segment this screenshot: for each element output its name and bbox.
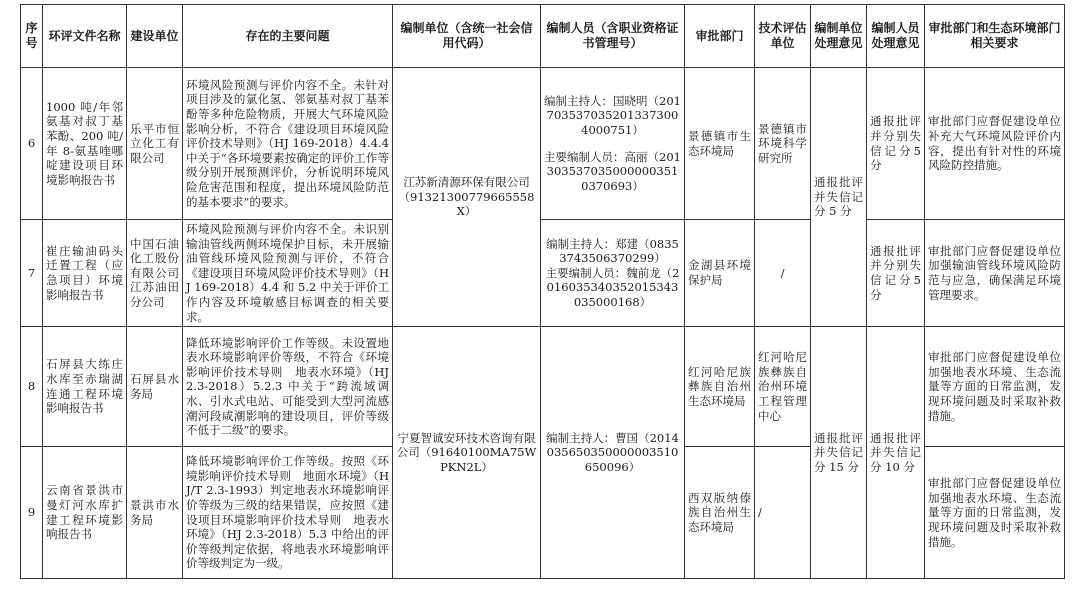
header-tech: 技术评估单位 — [755, 5, 811, 68]
row-problem: 降低环境影响评价工作等级。未设置地表水环境影响评价等级，不符合《环境影响评价技术导则 地表水环境》（HJ 2.3-2018）5.2.3 中关于“跨流域调水、引水式电站、可能受到大型河流感潮河段咸潮影响的建设项目，评价等级不低于二级”的要求。 — [183, 327, 393, 447]
table-row — [21, 220, 1065, 327]
row-req: 审批部门应督促建设单位补充大气环境风险评价内容，提出有针对性的环境风险防控措施。 — [925, 68, 1065, 220]
row-seq: 9 — [21, 447, 43, 579]
header-row — [21, 5, 1065, 68]
row-problem: 环境风险预测与评价内容不全。未识别输油管线两侧环境保护目标，未开展输油管线环境风险预测与评价，不符合《建设项目环境风险评价技术导则》（HJ 169-2018）4.4 和 5.2 中关于评价工作内容及环境敏感目标调查的相关要求。 — [183, 220, 393, 327]
row-org-opinion: 通报批评并失信记分 5 分 — [811, 68, 867, 327]
person-host: 编制主持人：郑建（08353743506370299） — [546, 236, 679, 266]
notice-table — [20, 4, 1065, 579]
row-person — [541, 68, 685, 220]
row-person-opinion: 通报批评并分别失信记分5分 — [867, 220, 925, 327]
row-tech: / — [755, 220, 811, 327]
row-seq: 6 — [21, 68, 43, 220]
row-seq: 8 — [21, 327, 43, 447]
header-unit: 建设单位 — [127, 5, 183, 68]
row-person: 编制主持人：曹国（2014035650350000003510650096） — [541, 327, 685, 579]
table-row — [21, 327, 1065, 447]
header-org: 编制单位（含统一社会信用代码） — [393, 5, 541, 68]
row-file: 云南省景洪市曼灯河水库扩建工程环境影响报告书 — [43, 447, 127, 579]
row-person — [541, 220, 685, 327]
row-tech: 红河哈尼族彝族自治州环境工程管理中心 — [755, 327, 811, 447]
header-dept: 审批部门 — [685, 5, 755, 68]
row-file: 石屏县大练庄水库至赤瑞湖连通工程环境影响报告书 — [43, 327, 127, 447]
row-dept: 西双版纳傣族自治州生态环境局 — [685, 447, 755, 579]
row-tech: 景德镇市环境科学研究所 — [755, 68, 811, 220]
row-tech: / — [755, 447, 811, 579]
row-dept: 红河哈尼族彝族自治州生态环境局 — [685, 327, 755, 447]
row-org: 江苏新清源环保有限公司（91321300779665558X） — [393, 68, 541, 327]
header-file: 环评文件名称 — [43, 5, 127, 68]
person-host: 编制主持人：国晓明（2017035370352013373004000751） — [544, 93, 681, 137]
row-file: 1000 吨/年邻氨基对叔丁基苯酚、200 吨/年 8-氨基喹哪啶建设项目环境影响报告书 — [43, 68, 127, 220]
header-person: 编制人员（含职业资格证书管理号） — [541, 5, 685, 68]
row-req: 审批部门应督促建设单位加强输油管线环境风险防范与应急，确保满足环境管理要求。 — [925, 220, 1065, 327]
row-problem: 环境风险预测与评价内容不全。未针对项目涉及的氯化氢、邻氨基对叔丁基苯酚等多种危险物质，开展大气环境风险影响分析，不符合《建设项目环境风险评价技术导则》（HJ 169-2018）4.4.4 中关于“各环境要素按确定的评价工作等级分别开展预测评价，分析说明环境风险危害范围和程度，提出环境风险防范的基本要求”的要求。 — [183, 68, 393, 220]
row-unit: 石屏县水务局 — [127, 327, 183, 447]
row-seq: 7 — [21, 220, 43, 327]
header-org-opinion: 编制单位处理意见 — [811, 5, 867, 68]
row-req: 审批部门应督促建设单位加强地表水环境、生态流量等方面的日常监测，发现环境问题及时采取补救措施。 — [925, 327, 1065, 447]
header-person-opinion: 编制人员处理意见 — [867, 5, 925, 68]
row-file: 崔庄输油码头迁置工程（应急项目）环境影响报告书 — [43, 220, 127, 327]
row-person-opinion: 通报批评并分别失信记分5分 — [867, 68, 925, 220]
person-main: 主要编制人员：魏前龙（2016035340352015343035000168） — [545, 265, 680, 309]
row-unit: 中国石油化工股份有限公司江苏油田分公司 — [127, 220, 183, 327]
row-org-opinion: 通报批评并失信记分 15 分 — [811, 327, 867, 579]
row-req: 审批部门应督促建设单位加强地表水环境、生态流量等方面的日常监测，发现环境问题及时采取补救措施。 — [925, 447, 1065, 579]
person-main: 主要编制人员：高丽（2013035370350000003510370693） — [544, 149, 681, 193]
row-problem: 降低环境影响评价工作等级。按照《环境影响评价技术导则 地面水环境》（HJ/T 2.3-1993）判定地表水环境影响评价等级为三级的结果错误，应按照《建设项目环境影响评价技术导则 地表水环境》（HJ 2.3-2018）5.3 中给出的评价等级判定依据，将地表水环境影响评价等级判定为一级。 — [183, 447, 393, 579]
table-row — [21, 68, 1065, 220]
row-unit: 景洪市水务局 — [127, 447, 183, 579]
row-unit: 乐平市恒立化工有限公司 — [127, 68, 183, 220]
row-org: 宁夏智诚安环技术咨询有限公司（91640100MA75WPKN2L） — [393, 327, 541, 579]
row-dept: 景德镇市生态环境局 — [685, 68, 755, 220]
row-dept: 金湖县环境保护局 — [685, 220, 755, 327]
header-req: 审批部门和生态环境部门相关要求 — [925, 5, 1065, 68]
header-seq: 序号 — [21, 5, 43, 68]
header-problem: 存在的主要问题 — [183, 5, 393, 68]
row-person-opinion: 通报批评并失信记分 10 分 — [867, 327, 925, 579]
